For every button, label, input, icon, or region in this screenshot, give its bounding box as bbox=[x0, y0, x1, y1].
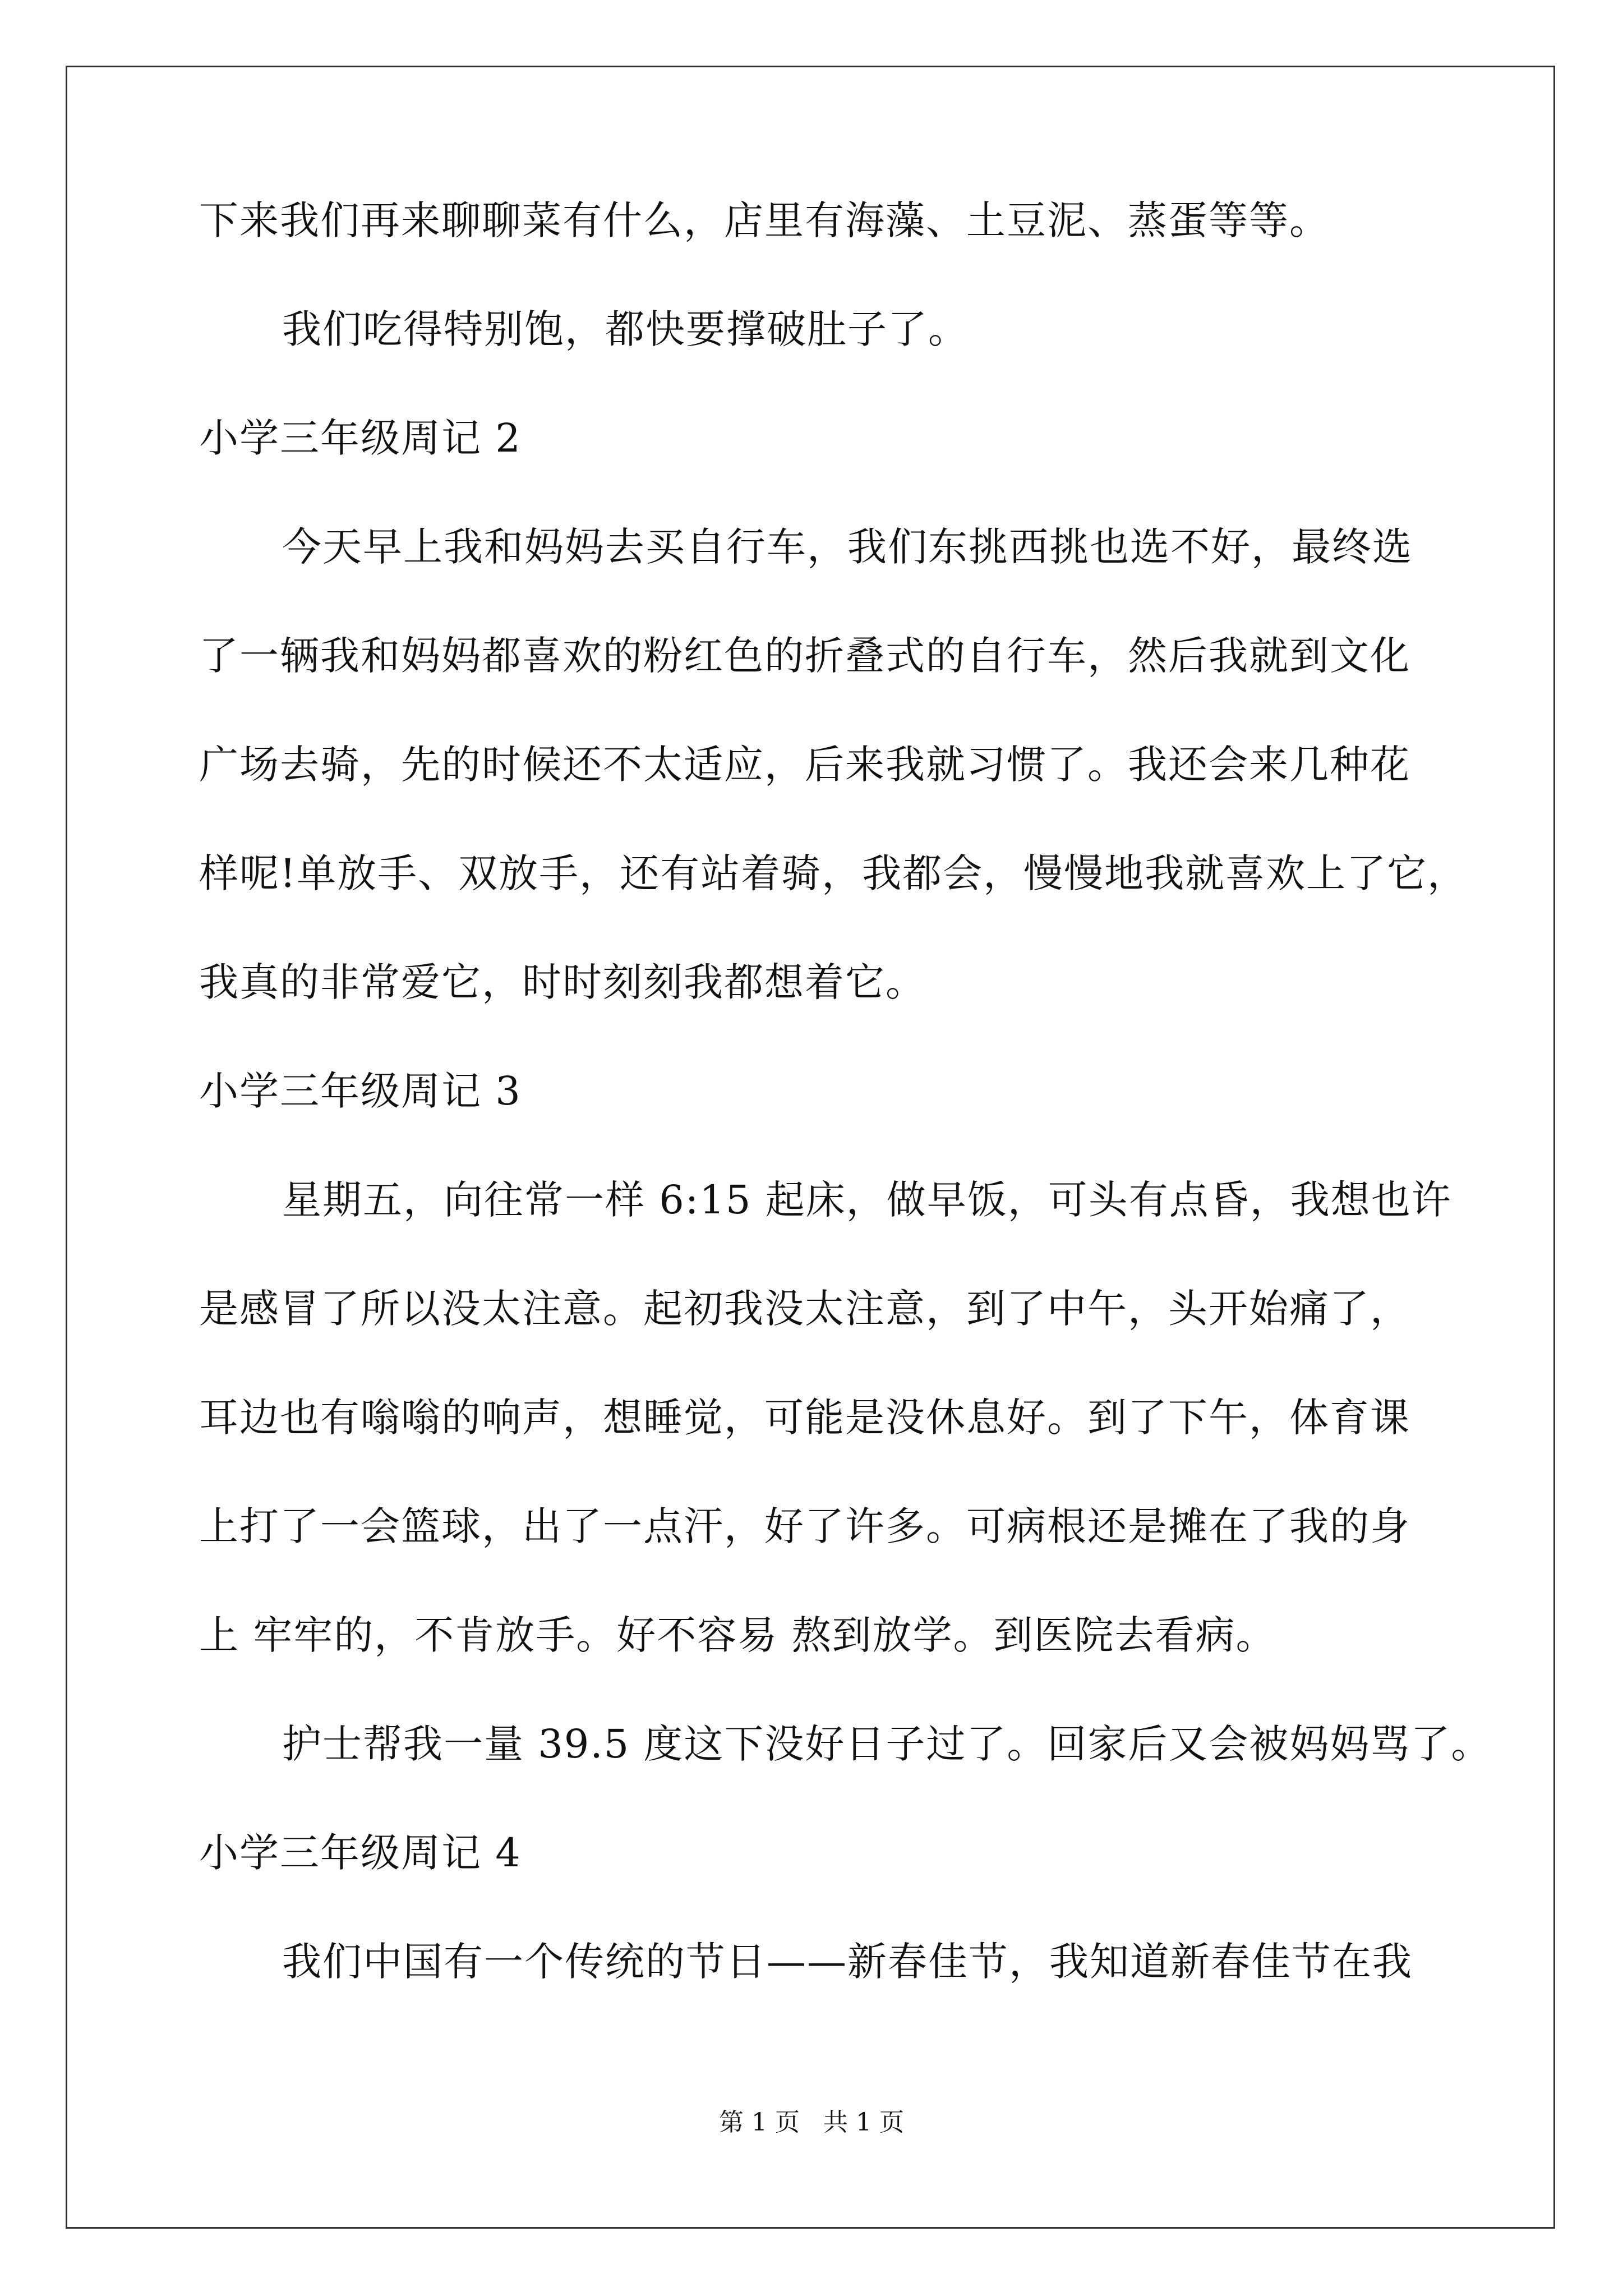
section-heading-2: 小学三年级周记 2 bbox=[199, 415, 522, 461]
section-heading-4: 小学三年级周记 4 bbox=[199, 1830, 522, 1876]
paragraph-line: 上 牢牢的，不肯放手。好不容易 熬到放学。到医院去看病。 bbox=[199, 1612, 1276, 1658]
page-border bbox=[66, 66, 1555, 2229]
page-total: 共 1 页 bbox=[823, 2108, 904, 2137]
paragraph-line: 我真的非常爱它，时时刻刻我都想着它。 bbox=[199, 959, 926, 1005]
section-heading-3: 小学三年级周记 3 bbox=[199, 1068, 522, 1114]
page-number: 第 1 页 bbox=[719, 2108, 800, 2137]
paragraph-line: 耳边也有嗡嗡的响声，想睡觉，可能是没休息好。到了下午，体育课 bbox=[199, 1395, 1410, 1441]
paragraph-line: 星期五，向往常一样 6:15 起床，做早饭，可头有点昏，我想也许 bbox=[282, 1177, 1452, 1223]
paragraph-line: 护士帮我一量 39.5 度这下没好日子过了。回家后又会被妈妈骂了。 bbox=[282, 1721, 1492, 1767]
page-footer bbox=[0, 2106, 1623, 2139]
paragraph-line: 我们中国有一个传统的节日——新春佳节，我知道新春佳节在我 bbox=[282, 1939, 1413, 1985]
paragraph-line: 我们吃得特别饱，都快要撑破肚子了。 bbox=[282, 306, 969, 352]
paragraph-line: 上打了一会篮球，出了一点汗，好了许多。可病根还是摊在了我的身 bbox=[199, 1503, 1410, 1549]
paragraph-line: 是感冒了所以没太注意。起初我没太注意，到了中午，头开始痛了， bbox=[199, 1286, 1410, 1332]
paragraph-line: 下来我们再来聊聊菜有什么，店里有海藻、土豆泥、蒸蛋等等。 bbox=[199, 197, 1330, 243]
paragraph-line: 了一辆我和妈妈都喜欢的粉红色的折叠式的自行车，然后我就到文化 bbox=[199, 633, 1410, 679]
paragraph-line: 样呢!单放手、双放手，还有站着骑，我都会，慢慢地我就喜欢上了它， bbox=[199, 850, 1468, 896]
paragraph-line: 今天早上我和妈妈去买自行车，我们东挑西挑也选不好，最终选 bbox=[282, 524, 1413, 570]
paragraph-line: 广场去骑，先的时候还不太适应，后来我就习惯了。我还会来几种花 bbox=[199, 742, 1410, 788]
